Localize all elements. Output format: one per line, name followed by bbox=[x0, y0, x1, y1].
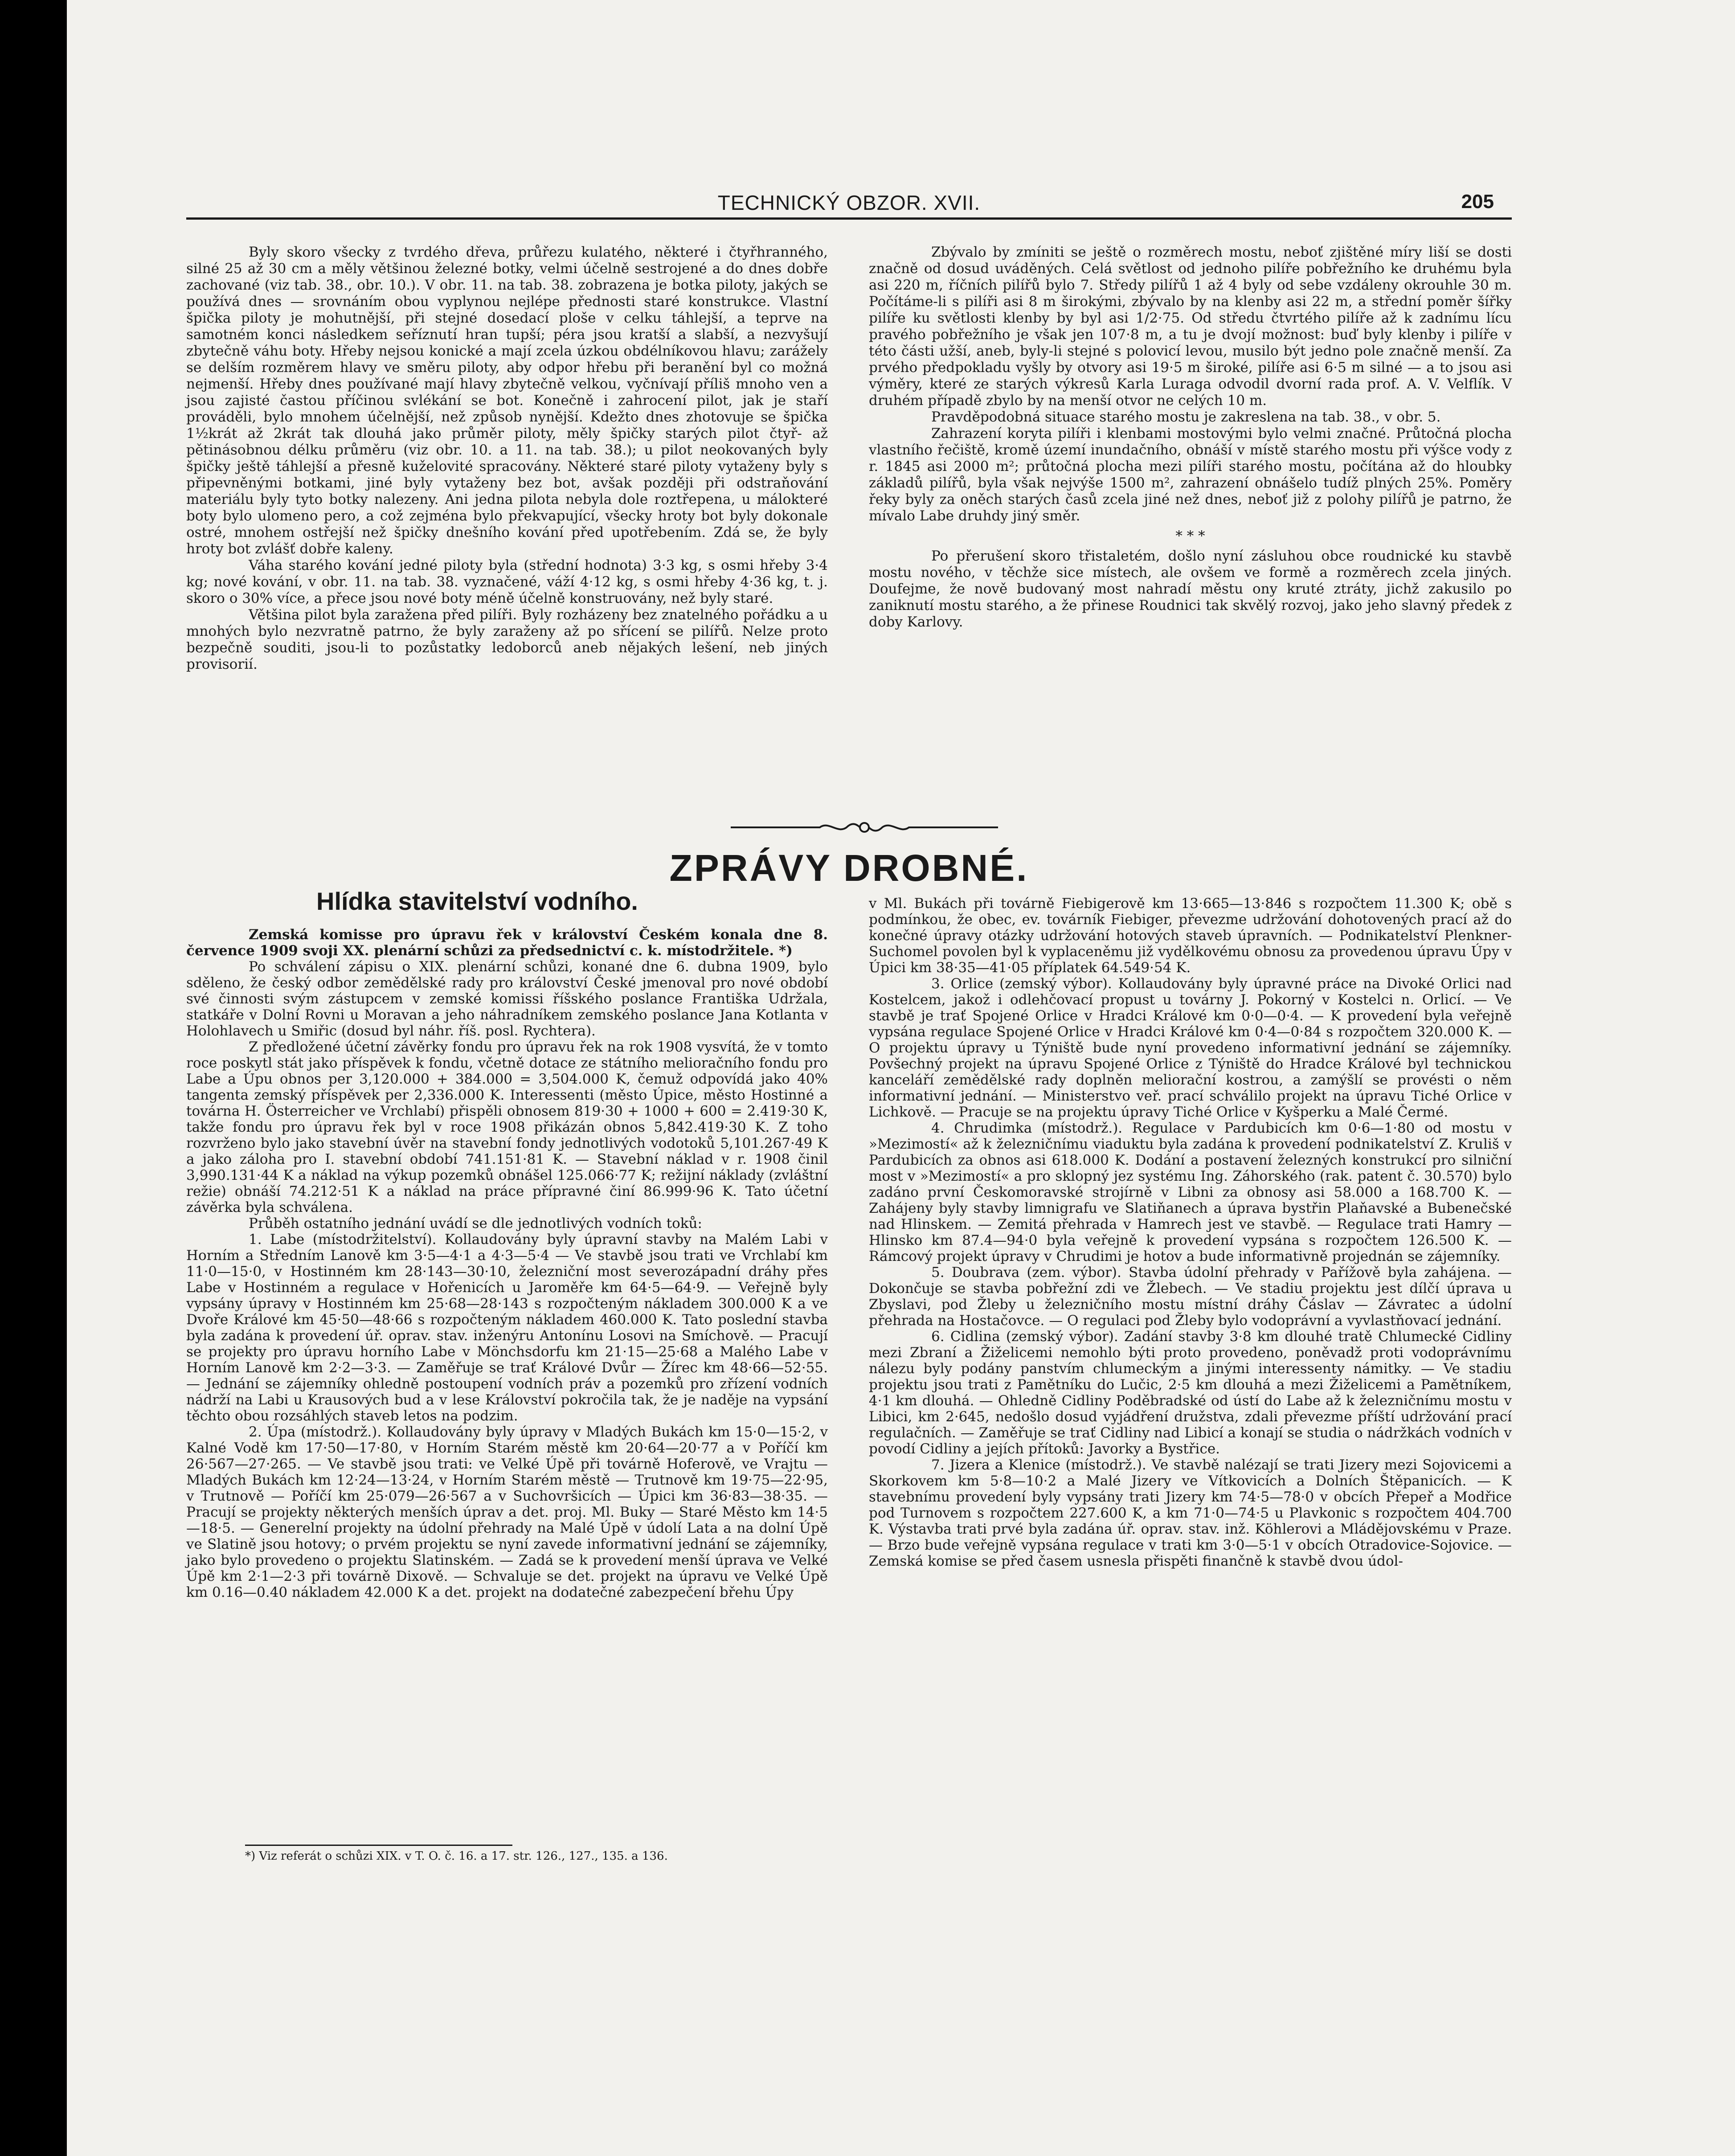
paragraph: Průběh ostatního jednání uvádí se dle jednotlivých vodních toků: bbox=[249, 1215, 702, 1231]
journal-title: TECHNICKÝ OBZOR. XVII. bbox=[717, 191, 981, 214]
paragraph: 1. Labe (místodržitelství). Kollaudovány byly úpravní stavby na Malém Labi v Horním a Středním Lanově km 3·5—4·1 a 4·3—5·4 — Ve stavbě jsou trati ve Vrchlabí km 11·0—15·0, v Hostinném km 28·143—30·10, železniční most severozápadní dráhy přes Labe v Hostinném a regulace v Hořenicích u Jaroměře km 64·5—64·9. — Veřejně byly vypsány úpravy v Hostinném km 25·68—28·143 s rozpočteným nákladem 300.000 K a ve Dvoře Králové km 45·50—48·66 s rozpočteným nákladem 460.000 K. Tato poslední stavba byla zadána k provedení úř. oprav. stav. inženýru Antonínu Losovi na Smíchově. — Pracují se projekty pro úpravu horního Labe v Mönchsdorfu km 21·15—25·68 a Malého Labe v Horním Lanově km 2·2—3·3. — Zaměřuje se trať Králové Dvůr — Žírec km 48·66—52·55. — Jednání se zájemníky ohledně postoupení vodních práv a pozemků pro zřízení vodních nádrží na Labi u Krausových bud a v lese Království pokročila tak, že je naděje na vypsání těchto obou rozsáhlých staveb letos na podzim. bbox=[186, 1231, 828, 1424]
paragraph: 5. Doubrava (zem. výbor). Stavba údolní přehrady v Pařížově byla zahájena. — Dokončuje se stavba pobřežní zdi ve Žlebech. — Ve stadiu projektu jest dílčí úprava u Zbyslavi, pod Žleby u železničního mostu místní dráhy Čáslav — Závratec a údolní přehrada na Hostačovce. — O regulaci pod Žleby bylo vodoprávní a vyvlastňovací jednání. bbox=[869, 1264, 1512, 1329]
paragraph: Váha starého kování jedné piloty byla (střední hodnota) 3·3 kg, s osmi hřeby 3·4 kg; nové kování, v obr. 11. na tab. 38. vyznačené, váží 4·12 kg, s osmi hřeby 4·36 kg, t. j. skoro o 30% více, a přece jsou nové boty méně účelně konstruovány, než byly staré. bbox=[186, 557, 828, 606]
paragraph: Většina pilot byla zaražena před pilíři. Byly rozházeny bez znatelného pořádku a u mnohých bylo nezvratně patrno, že byly zaraženy až po sřícení se pilířů. Nelze proto bezpečně souditi, jsou-li to pozůstatky ledoborců aneb nějakých lešení, neb jiných provisorií. bbox=[186, 607, 828, 672]
paragraph: 4. Chrudimka (místodrž.). Regulace v Pardubicích km 0·6—1·80 od mostu v »Mezimostí« až k železničnímu viaduktu byla zadána k provedení podnikatelství Z. Kruliš v Pardubicích za obnos asi 618.000 K. Dodání a postavení železných konstrukcí pro silniční most v »Mezimostí« a pro sklopný jez systému Ing. Záhorského (rak. patent č. 30.570) bylo zadáno první Českomoravské strojírně v Libni za obnosy asi 58.000 a 168.700 K. — Zahájeny byly stavby limnigrafu ve Slatiňanech a úprava bystřin Plaňavské a Bubenečské nad Hlinskem. — Zemitá přehrada v Hamrech jest ve stavbě. — Regulace trati Hamry — Hlinsko km 87.4—94·0 byla veřejně k provedení vypsána s rozpočtem 126.500 K. — Rámcový projekt úpravy v Chrudimi je hotov a bude informativně projednán se zájemníky. bbox=[869, 1120, 1512, 1264]
left-column-bottom bbox=[186, 927, 828, 1600]
paragraph: 2. Úpa (místodrž.). Kollaudovány byly úpravy v Mladých Bukách km 15·0—15·2, v Kalné Vodě km 17·50—17·80, v Horním Starém městě km 20·64—20·77 a v Poříčí km 26·567—27·265. — Ve stavbě jsou trati: ve Velké Úpě při továrně Hoferově, ve Vrajtu — Mladých Bukách km 12·24—13·24, v Horním Starém městě — Trutnově km 19·75—22·95, v Trutnově — Poříčí km 25·079—26·567 a v Suchovršicích — Úpici km 36·83—38·35. — Pracují se projekty některých menších úprav a det. proj. Ml. Buky — Staré Město km 14·5—18·5. — Generelní projekty na údolní přehrady na Malé Úpě v údolí Lata a na dolní Úpě ve Slatině jsou hotovy; o prvém projektu se nyní zavede informativní jednání se zájemníky, jako bylo provedeno o projektu Slatinském. — Zadá se k provedení menší úprava ve Velké Úpě km 2·1—2·3 při továrně Dixově. — Schvaluje se det. projekt na úpravu ve Velké Úpě km 0.16—0.40 nákladem 42.000 K a det. projekt na dodatečné zabezpečení břehu Úpy bbox=[186, 1424, 828, 1600]
paragraph: 6. Cidlina (zemský výbor). Zadání stavby 3·8 km dlouhé tratě Chlumecké Cidliny mezi Zbraní a Žiželicemi nemohlo býti proto provedeno, poněvadž proti vodoprávnímu nálezu byly podány panstvím chlumeckým a jinými interessenty námitky. — Ve stadiu projektu jsou trati z Pamětníku do Lučic, 2·5 km dlouhá a mezi Žiželicemi a Pamětníkem, 4·1 km dlouhá. — Ohledně Cidliny Poděbradské od ústí do Labe až k železničnímu mostu v Libici, km 2·645, nedošlo dosud vyjádření družstva, zdali převezme příští udržování prací regulačních. — Zaměřuje se trať Cidliny nad Libicí a konají se studia o nádržkách vodních v povodí Cidliny a jejích přítoků: Javorky a Bystřice. bbox=[869, 1329, 1512, 1457]
paragraph: v Ml. Bukách při továrně Fiebigerově km 13·665—13·846 s rozpočtem 11.300 K; obě s podmínkou, že obec, ev. továrník Fiebiger, převezme udržování dohotovených prací až do konečné úpravy otázky udržování hotových staveb úpravních. — Podnikatelství Plenkner-Suchomel povolen byl k vyplaceněmu již vydělkovému obnosu za provedenou úpravu Úpy v Úpici km 38·35—41·05 příplatek 64.549·54 K. bbox=[869, 896, 1512, 976]
paragraph-intro: Zemská komisse pro úpravu řek v království Českém konala dne 8. července 1909 svoji XX. plenární schůzi za předsednictví c. k. místodržitele. *) bbox=[186, 927, 828, 959]
section-title: ZPRÁVY DROBNÉ. bbox=[669, 847, 1029, 889]
document-page bbox=[67, 0, 1735, 2156]
paragraph: Z předložené účetní závěrky fondu pro úpravu řek na rok 1908 vysvítá, že v tomto roce poskytl stát jako příspěvek k fondu, včetně dotace ze státního melioračního fondu pro Labe a Úpu obnos per 3,120.000 + 384.000 = 3,504.000 K, čemuž odpovídá jako 40% tangenta zemský příspěvek per 2,336.000 K. Interessenti (město Úpice, město Hostinné a továrna H. Österreicher ve Vrchlabí) přispěli obnosem 819·30 + 1000 + 600 = 2.419·30 K, takže fondu pro úpravu řek byl v roce 1908 přikázán obnos 5,842.419·30 K. Z toho rozvrženo bylo jako stavební úvěr na stavební fondy jednotlivých vodotoků 5,101.267·49 K a jako záloha pro I. stavební období 741.151·81 K. — Stavební náklad v r. 1908 činil 3,990.131·44 K a náklad na výkup pozemků obnášel 125.066·77 K; režijní náklady (zvláštní režie) obnáší 74.212·51 K a náklad na práce přípravné činí 86.999·96 K. Tato účetní závěrka byla schválena. bbox=[186, 1039, 828, 1215]
paragraph: 7. Jizera a Klenice (místodrž.). Ve stavbě nalézají se trati Jizery mezi Sojovicemi a Skorkovem km 5·8—10·2 a Malé Jizery ve Vítkovicích a Dolních Štěpanicích. — K stavebnímu provedení byly vypsány trati Jizery km 74·5—78·0 v obcích Přepeř a Modřice pod Turnovem s rozpočtem 227.600 K, a km 71·0—74·5 u Plavkonic s rozpočtem 404.700 K. Výstavba trati prvé byla zadána úř. oprav. stav. inž. Köhlerovi a Mládějovskému v Praze. — Brzo bude veřejně vypsána regulace v trati km 3·0—5·1 v obcích Otradovice-Sojovice. — Zemská komise se před časem usnesla přispěti finančně k stavbě dvou údol- bbox=[869, 1457, 1512, 1569]
subsection-title: Hlídka stavitelství vodního. bbox=[316, 887, 638, 915]
right-column-bottom bbox=[869, 896, 1512, 1569]
paragraph: Po schválení zápisu o XIX. plenární schůzi, konané dne 6. dubna 1909, bylo sděleno, že český odbor zemědělské rady pro království České jmenoval pro nové období své činnosti svým zástupcem v zemské komissi říšského poslance Františka Udržala, statkáře v Dolní Rovni u Moravan a jeho náhradníkem zemského poslance Jana Kotlanta v Holohlavech u Smiřic (dosud byl náhr. říš. posl. Rychtera). bbox=[186, 959, 828, 1039]
page-number: 205 bbox=[1461, 191, 1494, 213]
paragraph: Byly skoro všecky z tvrdého dřeva, průřezu kulatého, některé i čtyřhranného, silné 25 až 30 cm a měly většinou železné botky, velmi účelně sestrojené a do dnes dobře zachované (viz tab. 38., obr. 10.). V obr. 11. na tab. 38. zobrazena je botka piloty, jakých se používá dnes — srovnáním obou vyplynou nejlépe přednosti staré konstrukce. Vlastní špička piloty je mohutnější, při stejné dosedací ploše v celku táhlejší, a teprve na samotném konci následkem seříznutí hran tupší; péra jsou kratší a slabší, a nezvyšují zbytečně váhu boty. Hřeby nejsou konické a mají zcela úzkou obdélníkovou hlavu; zarážely se delším rozměrem hlavy ve směru piloty, aby odpor hřebu při beranění byl co možná nejmenší. Hřeby dnes používané mají hlavy zbytečně velkou, vyčnívají příliš mnoho ven a jsou zajisté častou příčinou svlékání se bot. Konečně i zahrocení pilot, jak je staří prováděli, bylo mnohem účelnější, než způsob nynější. Kdežto dnes zhotovuje se špička 1½krát až 2krát tak dlouhá jako průměr piloty, měly špičky starých pilot čtyř- až pětinásobnou délku průměru (viz obr. 10. a 11. na tab. 38.); u pilot neokovaných byly špičky ještě táhlejší a přesně kuželovité spracovány. Některé staré piloty vytaženy byly s připevněnými botkami, jiné byly vytaženy bez bot, avšak později při odstraňování materiálu byly tyto botky nalezeny. Ani jedna pilota nebyla dole roztřepena, u málokteré boty bylo ulomeno pero, a což zejména bylo překvapující, všecky hroty bot byly dokonale ostré, mnohem ostřejší než špičky dnešního kování před upotřebením. Zdá se, že byly hroty bot zvlášť dobře kaleny. bbox=[186, 244, 828, 557]
running-header bbox=[186, 191, 1512, 220]
right-column-top bbox=[869, 244, 1512, 630]
left-column-top bbox=[186, 244, 828, 673]
paragraph: Pravděpodobná situace starého mostu je zakreslena na tab. 38., v obr. 5. bbox=[931, 409, 1441, 425]
footnote-separator bbox=[245, 1845, 512, 1846]
ornament-divider bbox=[731, 816, 998, 839]
paragraph: 3. Orlice (zemský výbor). Kollaudovány byly úpravné práce na Divoké Orlici nad Kostelcem, jakož i odlehčovací propust u továrny J. Pokorný v Kostelci n. Orlicí. — Ve stavbě je trať Spojené Orlice v Hradci Králové km 0·0—0·4. — K provedení byla veřejně vypsána regulace Spojené Orlice v Hradci Králové km 0·4—0·84 s rozpočtem 320.000 K. — O projektu úpravy u Týniště bude nyní provedeno informativní jednání se zájemníky. Povšechný projekt na úpravu Spojené Orlice z Týniště do Hradce Králové byl technickou kanceláří zemědělské rady doplněn meliorační kostrou, a zamýšlí se provésti o něm informativní jednání. — Ministerstvo veř. prací schválilo projekt na úpravu Tiché Orlice v Lichkově. — Pracuje se na projektu úpravy Tiché Orlice v Kyšperku a Malé Čermé. bbox=[869, 976, 1512, 1120]
paragraph: Zbývalo by zmíniti se ještě o rozměrech mostu, neboť zjištěné míry liší se dosti značně od dosud uváděných. Celá světlost od jednoho pilíře pobřežního ke druhému byla asi 220 m, říčních pilířů bylo 7. Středy pilířů 1 až 4 byly od sebe vzdáleny okrouhle 30 m. Počítáme-li s pilíři asi 8 m širokými, zbývalo by na klenby asi 22 m, a střední poměr šířky pilíře ku světlosti klenby by byl asi 1/2·75. Od středu čtvrtého pilíře až k zadnímu lícu pravého pobřežního je však jen 107·8 m, a tu je dvojí možnost: buď byly klenby i pilíře v této části užší, aneb, byly-li stejné s polovicí levou, musilo být jedno pole značně menší. Za prvého předpokladu vyšly by otvory asi 19·5 m široké, pilíře asi 6·5 m silné — a to jsou asi výměry, které ze starých výkresů Karla Luraga odvodil dvorní rada prof. A. V. Velflík. V druhém případě zbylo by na menší otvor ne celých 10 m. bbox=[869, 244, 1512, 409]
section-asterisks: * * * bbox=[1175, 528, 1205, 544]
footnote: *) Viz referát o schůzi XIX. v T. O. č. 16. a 17. str. 126., 127., 135. a 136. bbox=[245, 1849, 668, 1863]
paragraph: Zahrazení koryta pilíři i klenbami mostovými bylo velmi značné. Průtočná plocha vlastního řečiště, kromě území inundačního, obnáší v místě starého mostu při výšce vody z r. 1845 asi 2000 m²; průtočná plocha mezi pilíři starého mostu, počítána až do hloubky základů pilířů, byla však nejvýše 1500 m², zahrazení obnášelo tudíž plných 25%. Poměry řeky byly za oněch starých časů zcela jiné než dnes, neboť již z polohy pilířů je patrno, že mívalo Labe druhdy jiný směr. bbox=[869, 425, 1512, 524]
paragraph: Po přerušení skoro třistaletém, došlo nyní zásluhou obce roudnické ku stavbě mostu nového, v těchže sice místech, ale ovšem ve formě a rozměrech zcela jiných. Doufejme, že nově budovaný most nahradí městu ony kruté ztráty, jichž zakusilo po zaniknutí mostu starého, a že přinese Roudnici tak skvělý rozvoj, jako jeho slavný předek z doby Karlovy. bbox=[869, 548, 1512, 630]
